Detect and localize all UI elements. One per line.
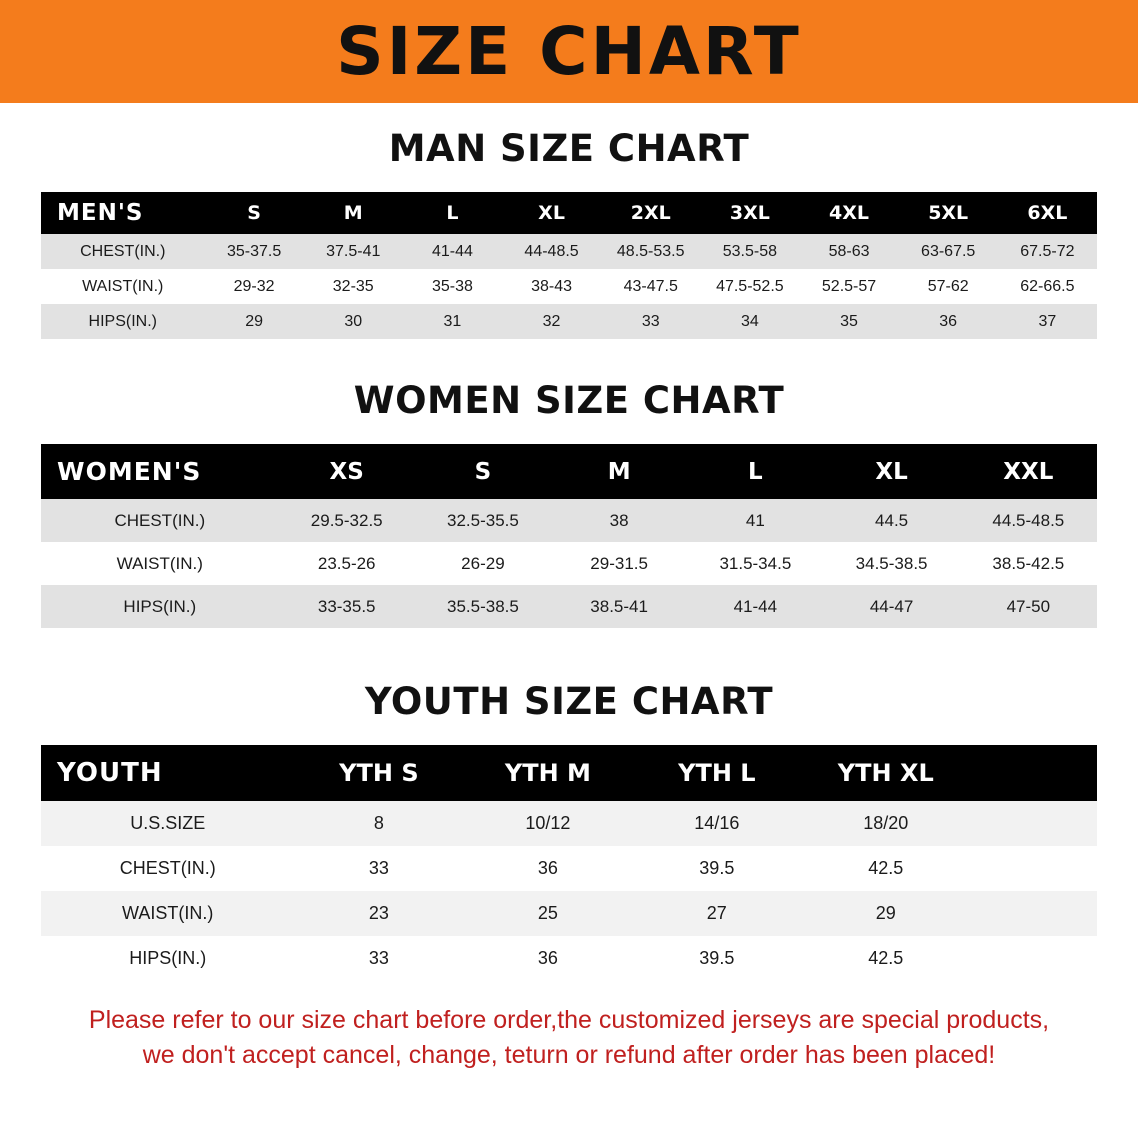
youth-chest-ythl: 39.5 bbox=[632, 846, 801, 891]
man-chest-m: 37.5-41 bbox=[304, 234, 403, 269]
women-hips-l: 41-44 bbox=[687, 585, 823, 628]
women-chest-s: 32.5-35.5 bbox=[415, 499, 551, 542]
women-size-table bbox=[41, 444, 1097, 628]
youth-header-spacer bbox=[970, 745, 1097, 801]
man-waist-l: 35-38 bbox=[403, 269, 502, 304]
youth-header-label: YOUTH bbox=[41, 745, 294, 801]
man-header-5xl: 5XL bbox=[899, 192, 998, 234]
man-chest-2xl: 48.5-53.5 bbox=[601, 234, 700, 269]
man-chest-4xl: 58-63 bbox=[799, 234, 898, 269]
youth-row-ussize-label: U.S.SIZE bbox=[41, 801, 294, 846]
table-row bbox=[41, 234, 1097, 269]
women-waist-xl: 34.5-38.5 bbox=[823, 542, 959, 585]
man-hips-m: 30 bbox=[304, 304, 403, 339]
table-row bbox=[41, 846, 1097, 891]
youth-waist-yths: 23 bbox=[294, 891, 463, 936]
women-chest-l: 41 bbox=[687, 499, 823, 542]
youth-waist-ythxl: 29 bbox=[801, 891, 970, 936]
youth-ussize-ythm: 10/12 bbox=[463, 801, 632, 846]
youth-hips-spacer bbox=[970, 936, 1097, 981]
youth-waist-ythm: 25 bbox=[463, 891, 632, 936]
youth-section-title: YOUTH SIZE CHART bbox=[364, 680, 774, 723]
women-waist-m: 29-31.5 bbox=[551, 542, 687, 585]
youth-hips-ythm: 36 bbox=[463, 936, 632, 981]
youth-table-header-row bbox=[41, 745, 1097, 801]
man-table-header-row bbox=[41, 192, 1097, 234]
women-row-hips-label: HIPS(IN.) bbox=[41, 585, 279, 628]
women-hips-s: 35.5-38.5 bbox=[415, 585, 551, 628]
youth-hips-yths: 33 bbox=[294, 936, 463, 981]
youth-waist-spacer bbox=[970, 891, 1097, 936]
women-hips-xxl: 47-50 bbox=[960, 585, 1097, 628]
women-chest-xl: 44.5 bbox=[823, 499, 959, 542]
man-waist-3xl: 47.5-52.5 bbox=[700, 269, 799, 304]
table-row bbox=[41, 891, 1097, 936]
table-row bbox=[41, 304, 1097, 339]
women-hips-xs: 33-35.5 bbox=[279, 585, 415, 628]
man-hips-2xl: 33 bbox=[601, 304, 700, 339]
table-row bbox=[41, 542, 1097, 585]
women-header-s: S bbox=[415, 444, 551, 499]
man-row-hips-label: HIPS(IN.) bbox=[41, 304, 205, 339]
women-chest-xs: 29.5-32.5 bbox=[279, 499, 415, 542]
youth-ussize-ythl: 14/16 bbox=[632, 801, 801, 846]
man-hips-5xl: 36 bbox=[899, 304, 998, 339]
women-waist-xxl: 38.5-42.5 bbox=[960, 542, 1097, 585]
youth-ussize-ythxl: 18/20 bbox=[801, 801, 970, 846]
women-header-l: L bbox=[687, 444, 823, 499]
women-row-waist-label: WAIST(IN.) bbox=[41, 542, 279, 585]
man-waist-2xl: 43-47.5 bbox=[601, 269, 700, 304]
page-banner bbox=[0, 0, 1138, 103]
man-hips-s: 29 bbox=[205, 304, 304, 339]
youth-row-waist-label: WAIST(IN.) bbox=[41, 891, 294, 936]
man-waist-xl: 38-43 bbox=[502, 269, 601, 304]
youth-header-ythxl: YTH XL bbox=[801, 745, 970, 801]
youth-ussize-yths: 8 bbox=[294, 801, 463, 846]
man-hips-3xl: 34 bbox=[700, 304, 799, 339]
man-header-s: S bbox=[205, 192, 304, 234]
man-chest-3xl: 53.5-58 bbox=[700, 234, 799, 269]
man-size-table bbox=[41, 192, 1097, 339]
man-chest-6xl: 67.5-72 bbox=[998, 234, 1097, 269]
man-section-title: MAN SIZE CHART bbox=[388, 127, 750, 170]
women-size-table-wrap bbox=[41, 444, 1097, 628]
youth-waist-ythl: 27 bbox=[632, 891, 801, 936]
youth-chest-ythm: 36 bbox=[463, 846, 632, 891]
table-row bbox=[41, 269, 1097, 304]
women-waist-l: 31.5-34.5 bbox=[687, 542, 823, 585]
youth-row-chest-label: CHEST(IN.) bbox=[41, 846, 294, 891]
man-chest-5xl: 63-67.5 bbox=[899, 234, 998, 269]
youth-size-table bbox=[41, 745, 1097, 981]
man-header-2xl: 2XL bbox=[601, 192, 700, 234]
table-row bbox=[41, 936, 1097, 981]
man-header-label: MEN'S bbox=[41, 192, 205, 234]
women-header-m: M bbox=[551, 444, 687, 499]
man-hips-6xl: 37 bbox=[998, 304, 1097, 339]
youth-chest-spacer bbox=[970, 846, 1097, 891]
women-waist-xs: 23.5-26 bbox=[279, 542, 415, 585]
youth-hips-ythl: 39.5 bbox=[632, 936, 801, 981]
youth-row-hips-label: HIPS(IN.) bbox=[41, 936, 294, 981]
man-waist-s: 29-32 bbox=[205, 269, 304, 304]
man-chest-s: 35-37.5 bbox=[205, 234, 304, 269]
women-hips-xl: 44-47 bbox=[823, 585, 959, 628]
women-header-xxl: XXL bbox=[960, 444, 1097, 499]
man-waist-6xl: 62-66.5 bbox=[998, 269, 1097, 304]
man-chest-l: 41-44 bbox=[403, 234, 502, 269]
women-header-label: WOMEN'S bbox=[41, 444, 279, 499]
women-chest-xxl: 44.5-48.5 bbox=[960, 499, 1097, 542]
man-chest-xl: 44-48.5 bbox=[502, 234, 601, 269]
disclaimer-line-1: Please refer to our size chart before order,the customized jerseys are special products, bbox=[88, 1006, 1050, 1034]
man-header-m: M bbox=[304, 192, 403, 234]
youth-hips-ythxl: 42.5 bbox=[801, 936, 970, 981]
youth-chest-ythxl: 42.5 bbox=[801, 846, 970, 891]
man-size-table-wrap bbox=[41, 192, 1097, 339]
women-section-title: WOMEN SIZE CHART bbox=[353, 379, 785, 422]
man-row-waist-label: WAIST(IN.) bbox=[41, 269, 205, 304]
man-header-3xl: 3XL bbox=[700, 192, 799, 234]
women-table-header-row bbox=[41, 444, 1097, 499]
women-hips-m: 38.5-41 bbox=[551, 585, 687, 628]
man-header-6xl: 6XL bbox=[998, 192, 1097, 234]
man-header-l: L bbox=[403, 192, 502, 234]
women-waist-s: 26-29 bbox=[415, 542, 551, 585]
man-header-xl: XL bbox=[502, 192, 601, 234]
man-waist-5xl: 57-62 bbox=[899, 269, 998, 304]
disclaimer-line-2: we don't accept cancel, change, teturn or refund after order has been placed! bbox=[142, 1040, 996, 1069]
man-hips-4xl: 35 bbox=[799, 304, 898, 339]
youth-size-table-wrap bbox=[41, 745, 1097, 981]
man-header-4xl: 4XL bbox=[799, 192, 898, 234]
women-chest-m: 38 bbox=[551, 499, 687, 542]
youth-header-ythl: YTH L bbox=[632, 745, 801, 801]
man-waist-m: 32-35 bbox=[304, 269, 403, 304]
table-row bbox=[41, 585, 1097, 628]
table-row bbox=[41, 801, 1097, 846]
women-row-chest-label: CHEST(IN.) bbox=[41, 499, 279, 542]
women-header-xl: XL bbox=[823, 444, 959, 499]
youth-ussize-spacer bbox=[970, 801, 1097, 846]
youth-header-ythm: YTH M bbox=[463, 745, 632, 801]
man-hips-l: 31 bbox=[403, 304, 502, 339]
man-waist-4xl: 52.5-57 bbox=[799, 269, 898, 304]
women-header-xs: XS bbox=[279, 444, 415, 499]
table-row bbox=[41, 499, 1097, 542]
man-hips-xl: 32 bbox=[502, 304, 601, 339]
youth-header-yths: YTH S bbox=[294, 745, 463, 801]
disclaimer-note bbox=[38, 1003, 1100, 1072]
page-title: SIZE CHART bbox=[336, 12, 802, 90]
man-row-chest-label: CHEST(IN.) bbox=[41, 234, 205, 269]
youth-chest-yths: 33 bbox=[294, 846, 463, 891]
